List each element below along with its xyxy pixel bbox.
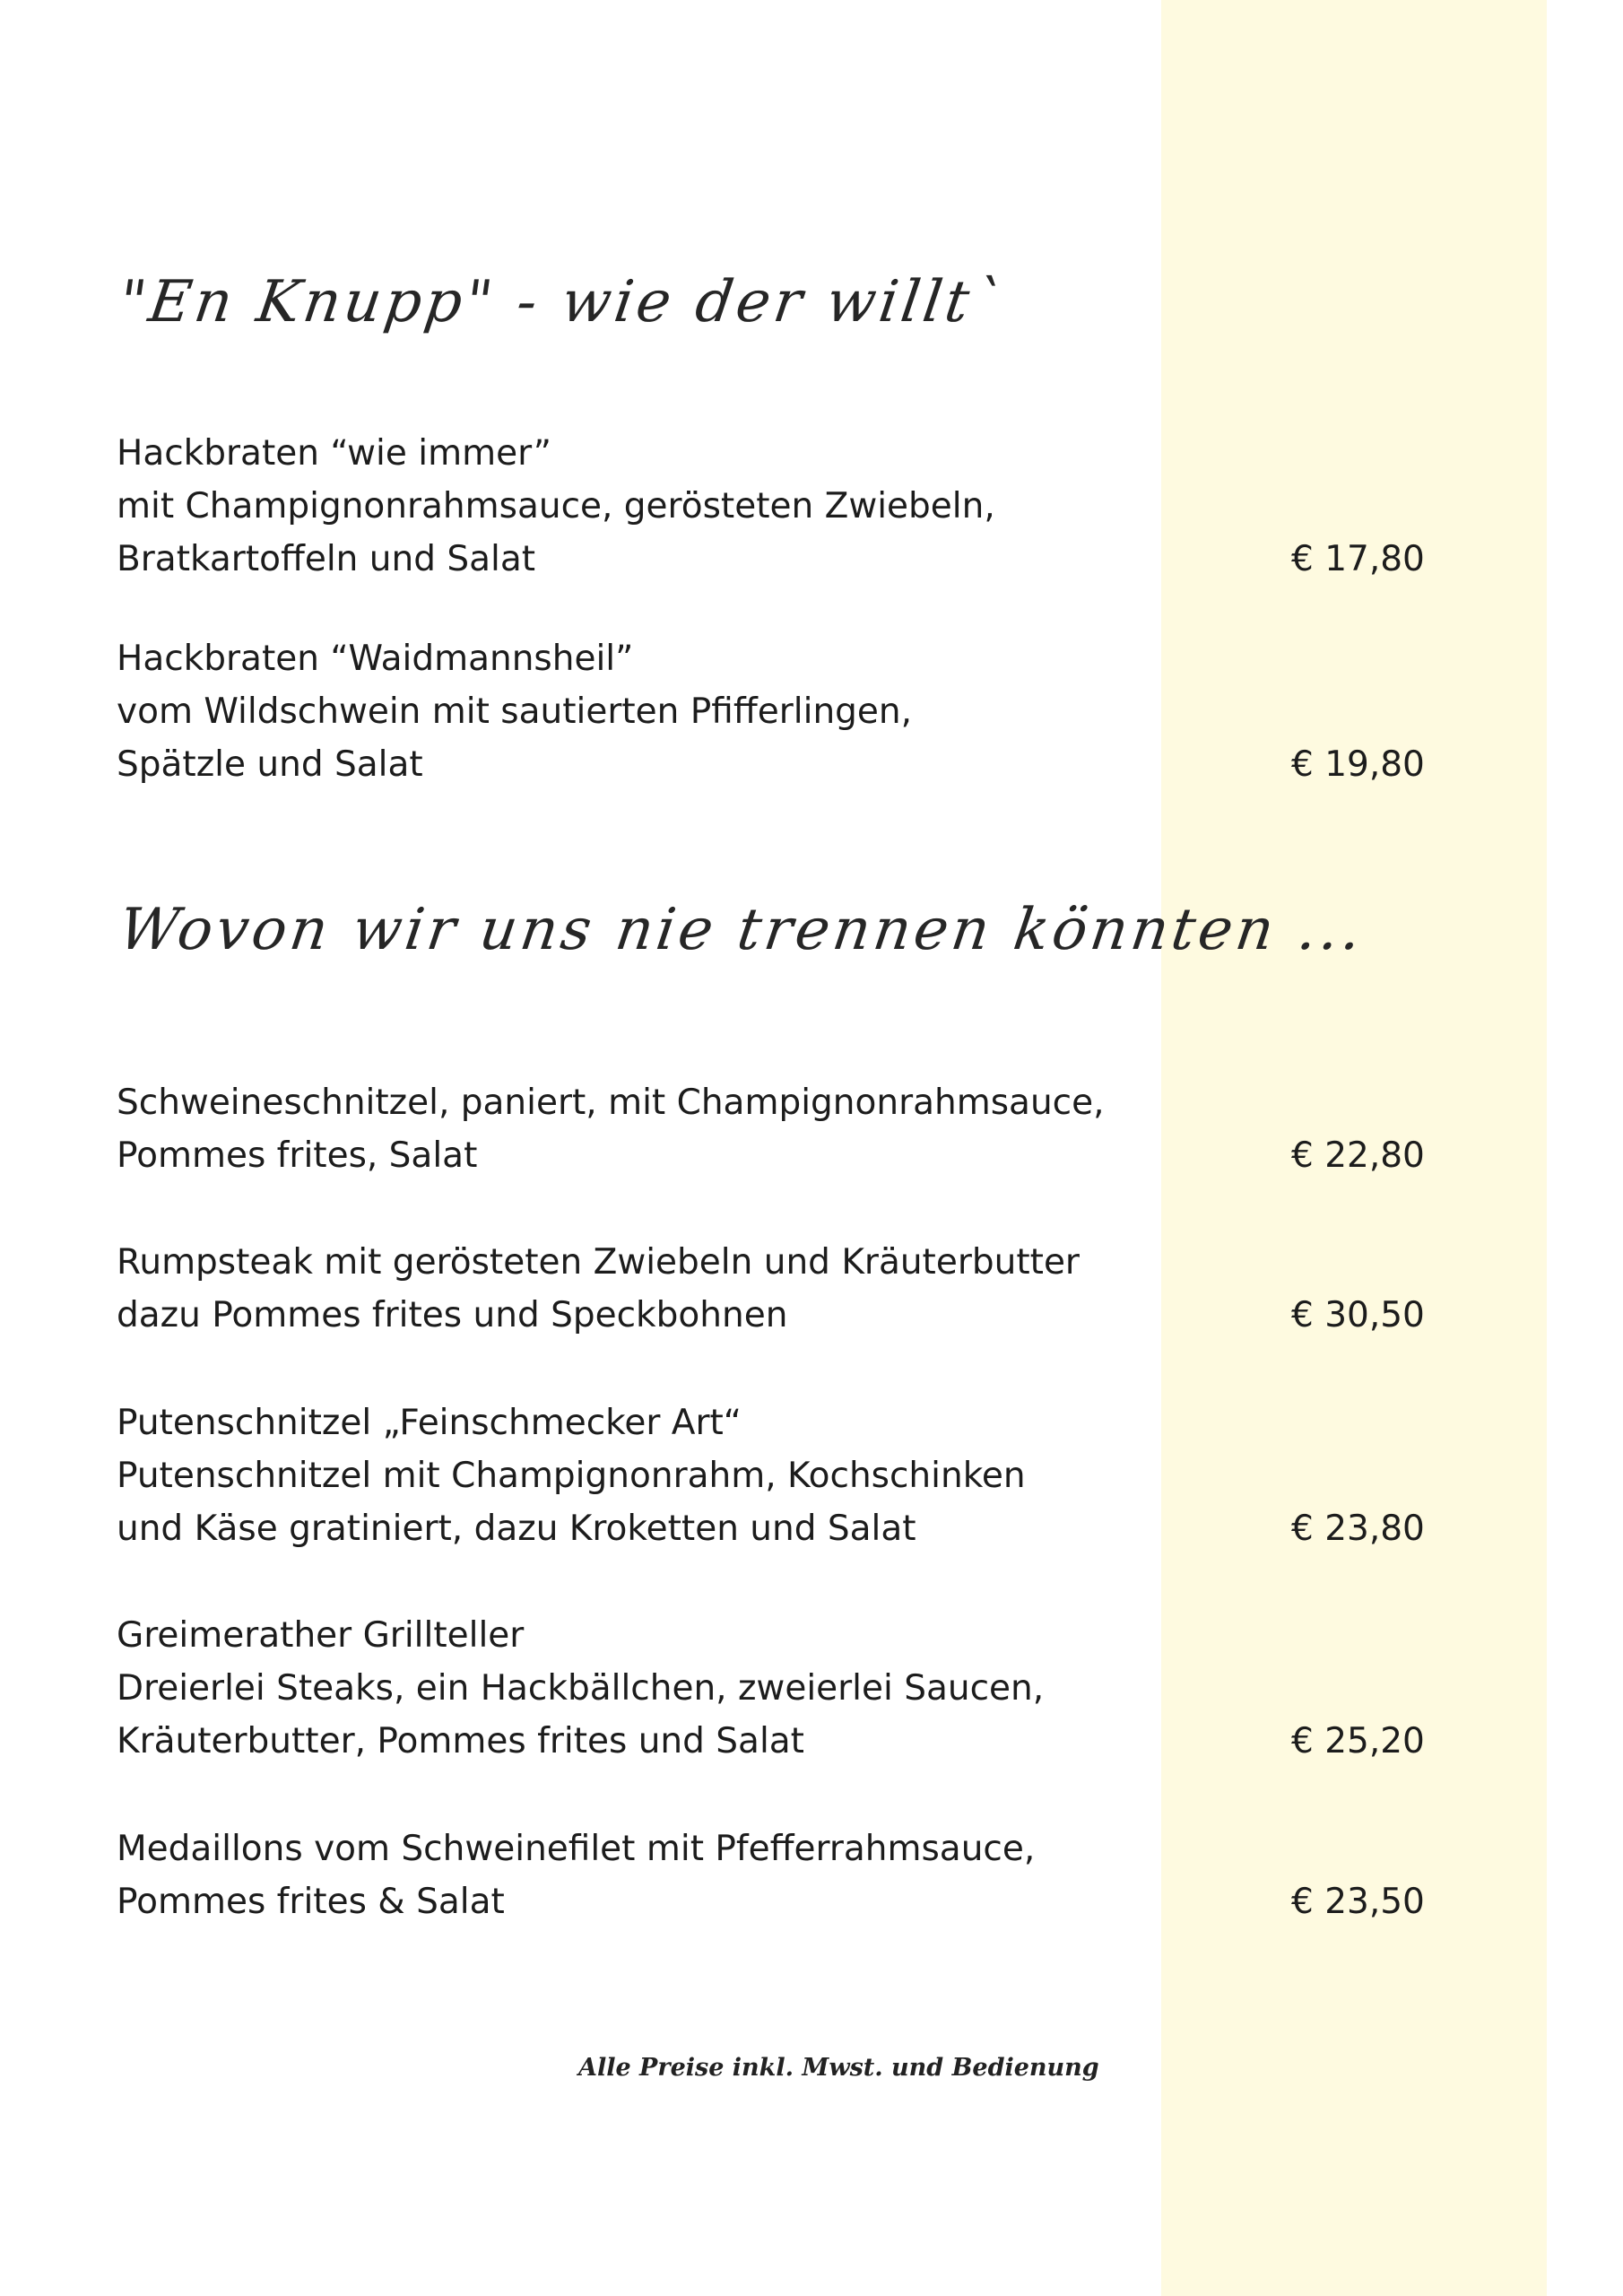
menu-item-title: Hackbraten “Waidmannsheil” bbox=[117, 639, 634, 679]
menu-item-title: Rumpsteak mit gerösteten Zwiebeln und Kräuterbutter bbox=[117, 1242, 1080, 1283]
menu-item-description: Kräuterbutter, Pommes frites und Salat bbox=[117, 1721, 804, 1761]
price-footnote: Alle Preise inkl. Mwst. und Bedienung bbox=[578, 2054, 1099, 2082]
menu-item-schweineschnitzel bbox=[117, 1076, 1121, 1182]
menu-item-description: Spätzle und Salat bbox=[117, 744, 423, 785]
menu-item-price: € 30,50 bbox=[1291, 1295, 1425, 1335]
section-heading-wovon-wir: Wovon wir uns nie trennen könnten ... bbox=[115, 897, 1369, 963]
menu-item-description: und Käse gratiniert, dazu Kroketten und Salat bbox=[117, 1509, 916, 1549]
menu-item-grillteller bbox=[117, 1609, 1121, 1768]
menu-item-price: € 19,80 bbox=[1291, 744, 1425, 785]
menu-item-description: Pommes frites & Salat bbox=[117, 1882, 505, 1922]
menu-item-title: Hackbraten “wie immer” bbox=[117, 433, 551, 474]
menu-item-description: dazu Pommes frites und Speckbohnen bbox=[117, 1295, 788, 1335]
menu-item-price: € 22,80 bbox=[1291, 1135, 1425, 1176]
menu-item-title: Medaillons vom Schweinefilet mit Pfefferrahmsauce, bbox=[117, 1829, 1036, 1869]
menu-item-description: Dreierlei Steaks, ein Hackbällchen, zweierlei Saucen, bbox=[117, 1668, 1045, 1709]
section-heading-en-knupp: "En Knupp" - wie der willt` bbox=[115, 269, 1010, 335]
menu-item-price: € 17,80 bbox=[1291, 539, 1425, 579]
menu-item-price: € 25,20 bbox=[1291, 1721, 1425, 1761]
menu-item-putenschnitzel bbox=[117, 1396, 1121, 1555]
menu-item-description: vom Wildschwein mit sautierten Pfifferlingen, bbox=[117, 691, 913, 732]
menu-item-price: € 23,80 bbox=[1291, 1509, 1425, 1549]
menu-item-title: Greimerather Grillteller bbox=[117, 1615, 525, 1656]
menu-item-description: Putenschnitzel mit Champignonrahm, Kochschinken bbox=[117, 1456, 1026, 1496]
menu-item-hackbraten-wie-immer bbox=[117, 427, 1121, 586]
menu-item-medaillons bbox=[117, 1822, 1121, 1928]
menu-item-rumpsteak bbox=[117, 1236, 1121, 1342]
menu-item-description: mit Champignonrahmsauce, gerösteten Zwiebeln, bbox=[117, 486, 995, 526]
menu-item-price: € 23,50 bbox=[1291, 1882, 1425, 1922]
menu-item-description: Bratkartoffeln und Salat bbox=[117, 539, 536, 579]
menu-item-title: Putenschnitzel „Feinschmecker Art“ bbox=[117, 1403, 742, 1443]
menu-item-title: Schweineschnitzel, paniert, mit Champignonrahmsauce, bbox=[117, 1083, 1105, 1123]
menu-item-description: Pommes frites, Salat bbox=[117, 1135, 478, 1176]
menu-item-hackbraten-waidmannsheil bbox=[117, 632, 1121, 791]
